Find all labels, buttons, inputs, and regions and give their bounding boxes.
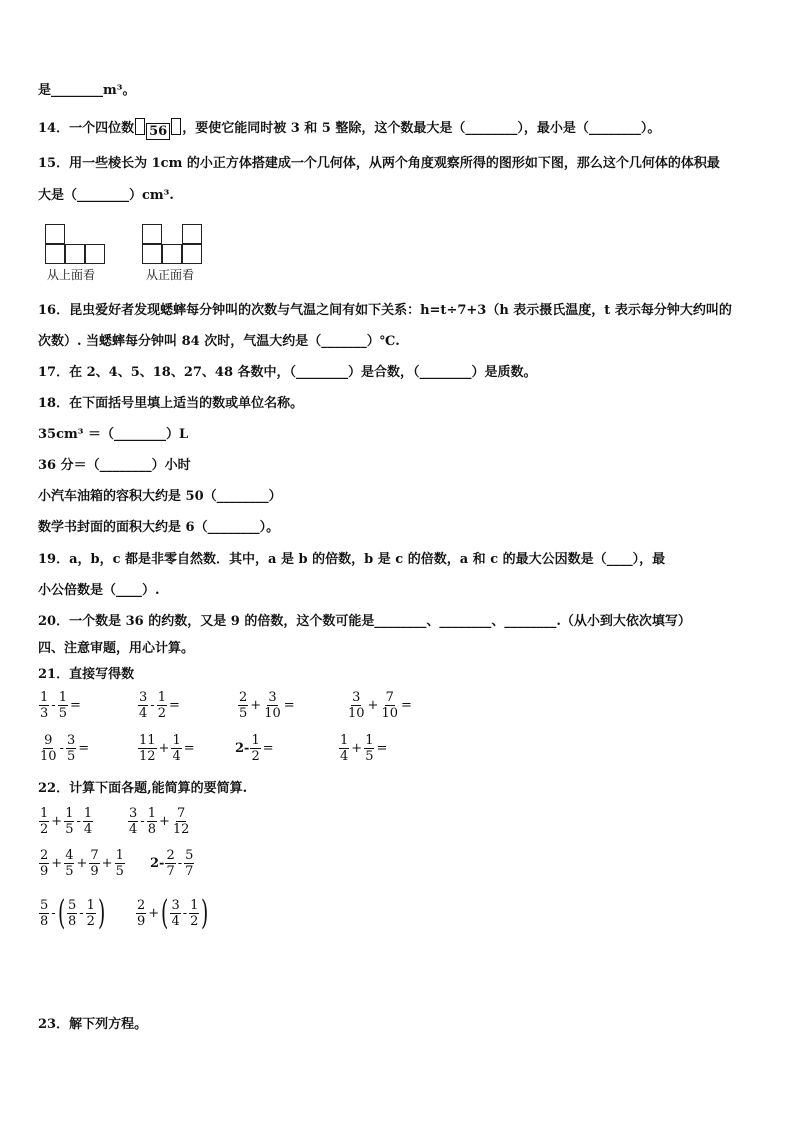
- fraction: $\frac{5}{8}$: [40, 897, 49, 929]
- fraction: $\frac{1}{5}$: [58, 690, 67, 721]
- top-view-cell: [65, 244, 85, 264]
- fraction: $\frac{4}{5}$: [65, 848, 74, 879]
- q18-item-c: 小汽车油箱的容积大约是 50（________）: [38, 489, 282, 504]
- q13-tail: 是________m³。: [38, 83, 136, 98]
- fraction: $\frac{3}{4}$: [171, 897, 180, 929]
- q21-expr-5: $\frac{9}{10}$ - $\frac{3}{5}$ =: [40, 733, 90, 764]
- fraction: $\frac{3}{10}$: [348, 690, 365, 721]
- fraction: $\frac{5}{7}$: [185, 848, 194, 879]
- front-view-cell: [142, 224, 162, 244]
- fraction: $\frac{1}{4}$: [340, 733, 349, 764]
- q19-line1: 19．a，b，c 都是非零自然数．其中，a 是 b 的倍数，b 是 c 的倍数，a 和 c 的最大公因数是（____），最: [38, 552, 666, 567]
- top-view-cell: [45, 244, 65, 264]
- q14: [38, 118, 660, 140]
- q19-line2: 小公倍数是（____）.: [38, 583, 160, 598]
- front-view-figure: [142, 224, 212, 284]
- fraction: $\frac{1}{3}$: [40, 690, 49, 721]
- fraction: $\frac{9}{10}$: [40, 733, 57, 764]
- fraction: $\frac{1}{8}$: [147, 806, 156, 837]
- fraction: $\frac{1}{2}$: [251, 733, 260, 764]
- q21-expr-2: $\frac{3}{4}$ - $\frac{1}{2}$ =: [139, 690, 180, 721]
- q23-heading: 23．解下列方程。: [38, 1017, 148, 1032]
- q18-item-d: 数学书封面的面积大约是 6（________）。: [38, 520, 280, 535]
- q17: 17．在 2、4、5、18、27、48 各数中，（________）是合数，（________）是质数。: [38, 365, 537, 380]
- digit-box-ones: [171, 118, 181, 135]
- fraction: $\frac{7}{12}$: [172, 806, 190, 837]
- q22-expr-3: $\frac{2}{9}$ + $\frac{4}{5}$ + $\frac{7}{9}$ + $\frac{1}{5}$: [40, 848, 124, 879]
- fraction: $\frac{1}{4}$: [172, 733, 181, 764]
- fraction: $\frac{1}{5}$: [365, 733, 374, 764]
- fraction: $\frac{2}{9}$: [40, 848, 49, 879]
- q22-heading: 22．计算下面各题,能简算的要简算.: [38, 781, 248, 796]
- q21-expr-4: $\frac{3}{10}$ + $\frac{7}{10}$ =: [348, 690, 412, 721]
- fraction: $\frac{1}{2}$: [157, 690, 166, 721]
- q20: 20．一个数是 36 的约数，又是 9 的倍数，这个数可能是________、________、________.（从小到大依次填写）: [38, 614, 691, 629]
- fraction: $\frac{1}{5}$: [65, 806, 74, 837]
- front-view-cell: [162, 244, 182, 264]
- top-view-cell: [45, 224, 65, 244]
- q16-line2: 次数）. 当蟋蟀每分钟叫 84 次时，气温大约是（_______）℃.: [38, 334, 400, 349]
- fraction: $\frac{3}{10}$: [264, 690, 281, 721]
- front-view-cell: [142, 244, 162, 264]
- q16-line1: 16．昆虫爱好者发现蟋蟀每分钟叫的次数与气温之间有如下关系：h=t÷7+3（h 表示摄氏温度，t 表示每分钟大约叫的: [38, 303, 732, 318]
- q22-expr-2: $\frac{3}{4}$ - $\frac{1}{8}$ + $\frac{7}{12}$: [129, 806, 190, 837]
- fraction: $\frac{2}{7}$: [166, 848, 175, 879]
- q18-item-a: 35cm³ ＝（________）L: [38, 427, 189, 442]
- front-view-cell: [182, 224, 202, 244]
- fraction: $\frac{1}{2}$: [190, 897, 199, 929]
- q14-text-b: ，要使它能同时被 3 和 5 整除，这个数最大是（________），最小是（________）。: [182, 121, 661, 136]
- fraction: $\frac{3}{4}$: [129, 806, 138, 837]
- fraction: $\frac{3}{5}$: [66, 733, 76, 764]
- front-view-cell: [182, 244, 202, 264]
- q18-item-b: 36 分＝（________）小时: [38, 458, 191, 473]
- q21-expr-1: $\frac{1}{3}$ - $\frac{1}{5}$ =: [40, 690, 81, 721]
- q15-line1: 15．用一些棱长为 1cm 的小正方体搭建成一个几何体，从两个角度观察所得的图形如下图，那么这个几何体的体积最: [38, 156, 720, 171]
- fraction: $\frac{1}{5}$: [115, 848, 124, 879]
- fraction: $\frac{3}{4}$: [139, 690, 148, 721]
- fraction: $\frac{1}{2}$: [40, 806, 49, 837]
- fraction: $\frac{1}{2}$: [86, 897, 95, 929]
- top-view-caption: 从上面看: [47, 268, 96, 282]
- front-view-caption: 从正面看: [146, 268, 195, 282]
- q21-expr-7: 2- $\frac{1}{2}$ =: [235, 733, 274, 764]
- q14-middle-digits: 56: [146, 123, 170, 140]
- fraction: $\frac{11}{12}$: [139, 733, 156, 764]
- q22-expr-6: $\frac{2}{9}$ +( $\frac{3}{4}$ - $\frac{1}{2}$ ): [137, 893, 209, 933]
- q21-heading: 21．直接写得数: [38, 667, 135, 682]
- fraction: $\frac{2}{9}$: [137, 897, 146, 929]
- digit-box-thousands: [135, 118, 145, 135]
- q14-text-a: 14．一个四位数: [38, 121, 135, 136]
- fraction: $\frac{1}{4}$: [83, 806, 93, 837]
- q21-expr-6: $\frac{11}{12}$ + $\frac{1}{4}$ =: [139, 733, 195, 764]
- q21-expr-3: $\frac{2}{5}$ + $\frac{3}{10}$ =: [239, 690, 295, 721]
- fraction: $\frac{5}{8}$: [67, 897, 77, 929]
- fraction: $\frac{7}{10}$: [381, 690, 398, 721]
- q18: 18．在下面括号里填上适当的数或单位名称。: [38, 396, 304, 411]
- fraction: $\frac{2}{5}$: [239, 690, 248, 721]
- q22-expr-1: $\frac{1}{2}$ + $\frac{1}{5}$ - $\frac{1}{4}$: [40, 806, 93, 837]
- q22-expr-4: 2- $\frac{2}{7}$ - $\frac{5}{7}$: [150, 848, 194, 879]
- q15-line2: 大是（________）cm³.: [38, 188, 174, 203]
- top-view-figure: [45, 224, 115, 284]
- fraction: $\frac{7}{9}$: [90, 848, 99, 879]
- section-four-heading: 四、注意审题，用心计算。: [38, 641, 195, 656]
- q21-expr-8: $\frac{1}{4}$ + $\frac{1}{5}$ =: [340, 733, 388, 764]
- top-view-cell: [85, 244, 105, 264]
- q22-expr-5: $\frac{5}{8}$ -( $\frac{5}{8}$ - $\frac{1}{2}$ ): [40, 893, 106, 933]
